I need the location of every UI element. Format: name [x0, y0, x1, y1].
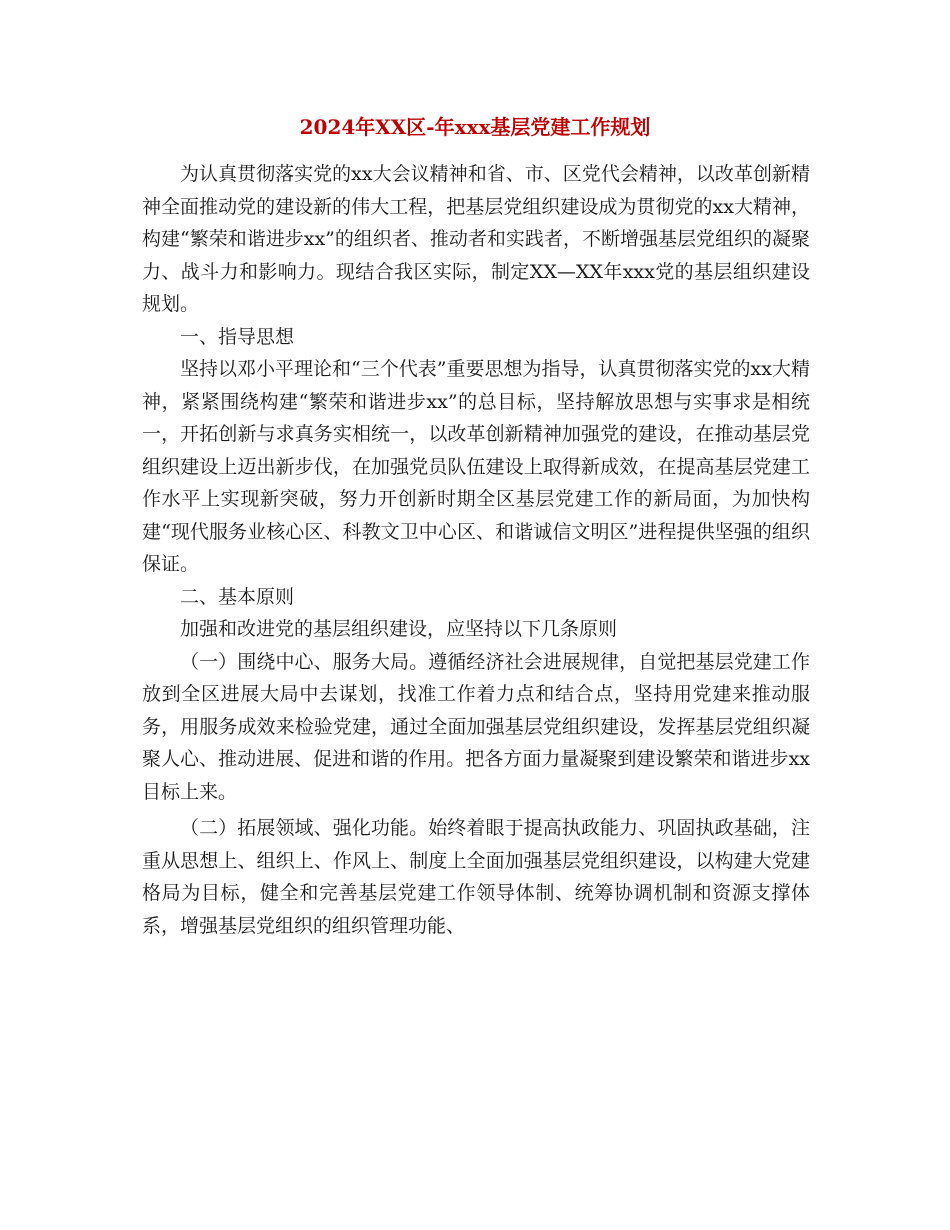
document-body: [142, 158, 810, 942]
guiding-thought-paragraph: 坚持以邓小平理论和“三个代表”重要思想为指导，认真贯彻落实党的xx大精神，紧紧围绕构建“繁荣和谐进步xx”的总目标，坚持解放思想与实事求是相统一，开拓创新与求真务实相统一，以改革创新精神加强党的建设，在推动基层党组织建设上迈出新步伐，在加强党员队伍建设上取得新成效，在提高基层党建工作水平上实现新突破，努力开创新时期全区基层党建工作的新局面，为加快构建“现代服务业核心区、科教文卫中心区、和谐诚信文明区”进程提供坚强的组织保证。: [142, 358, 810, 575]
principles-intro-paragraph: 加强和改进党的基层组织建设，应坚持以下几条原则: [180, 618, 618, 640]
section-heading-guiding-thought: 一、指导思想: [180, 325, 295, 348]
intro-paragraph: 为认真贯彻落实党的xx大会议精神和省、市、区党代会精神，以改革创新精神全面推动党的建设新的伟大工程，把基层党组织建设成为贯彻党的xx大精神，构建“繁荣和谐进步xx”的组织者、推动者和实践者，不断增强基层党组织的凝聚力、战斗力和影响力。现结合我区实际，制定XX—XX年xxx党的基层组织建设规划。: [142, 163, 810, 315]
principle-one-paragraph: （一）围绕中心、服务大局。遵循经济社会进展规律，自觉把基层党建工作放到全区进展大局中去谋划，找准工作着力点和结合点，坚持用党建来推动服务，用服务成效来检验党建，通过全面加强基层党组织建设，发挥基层党组织凝聚人心、推动进展、促进和谐的作用。把各方面力量凝聚到建设繁荣和谐进步xx目标上来。: [142, 650, 810, 803]
section-heading-basic-principles: 二、基本原则: [180, 585, 295, 608]
principle-two-paragraph: （二）拓展领域、强化功能。始终着眼于提高执政能力、巩固执政基础，注重从思想上、组织上、作风上、制度上全面加强基层党组织建设，以构建大党建格局为目标，健全和完善基层党建工作领导体制、统筹协调机制和资源支撑体系，增强基层党组织的组织管理功能、: [142, 817, 810, 937]
document-title: 2024年XX区-年xxx基层党建工作规划: [299, 115, 651, 139]
